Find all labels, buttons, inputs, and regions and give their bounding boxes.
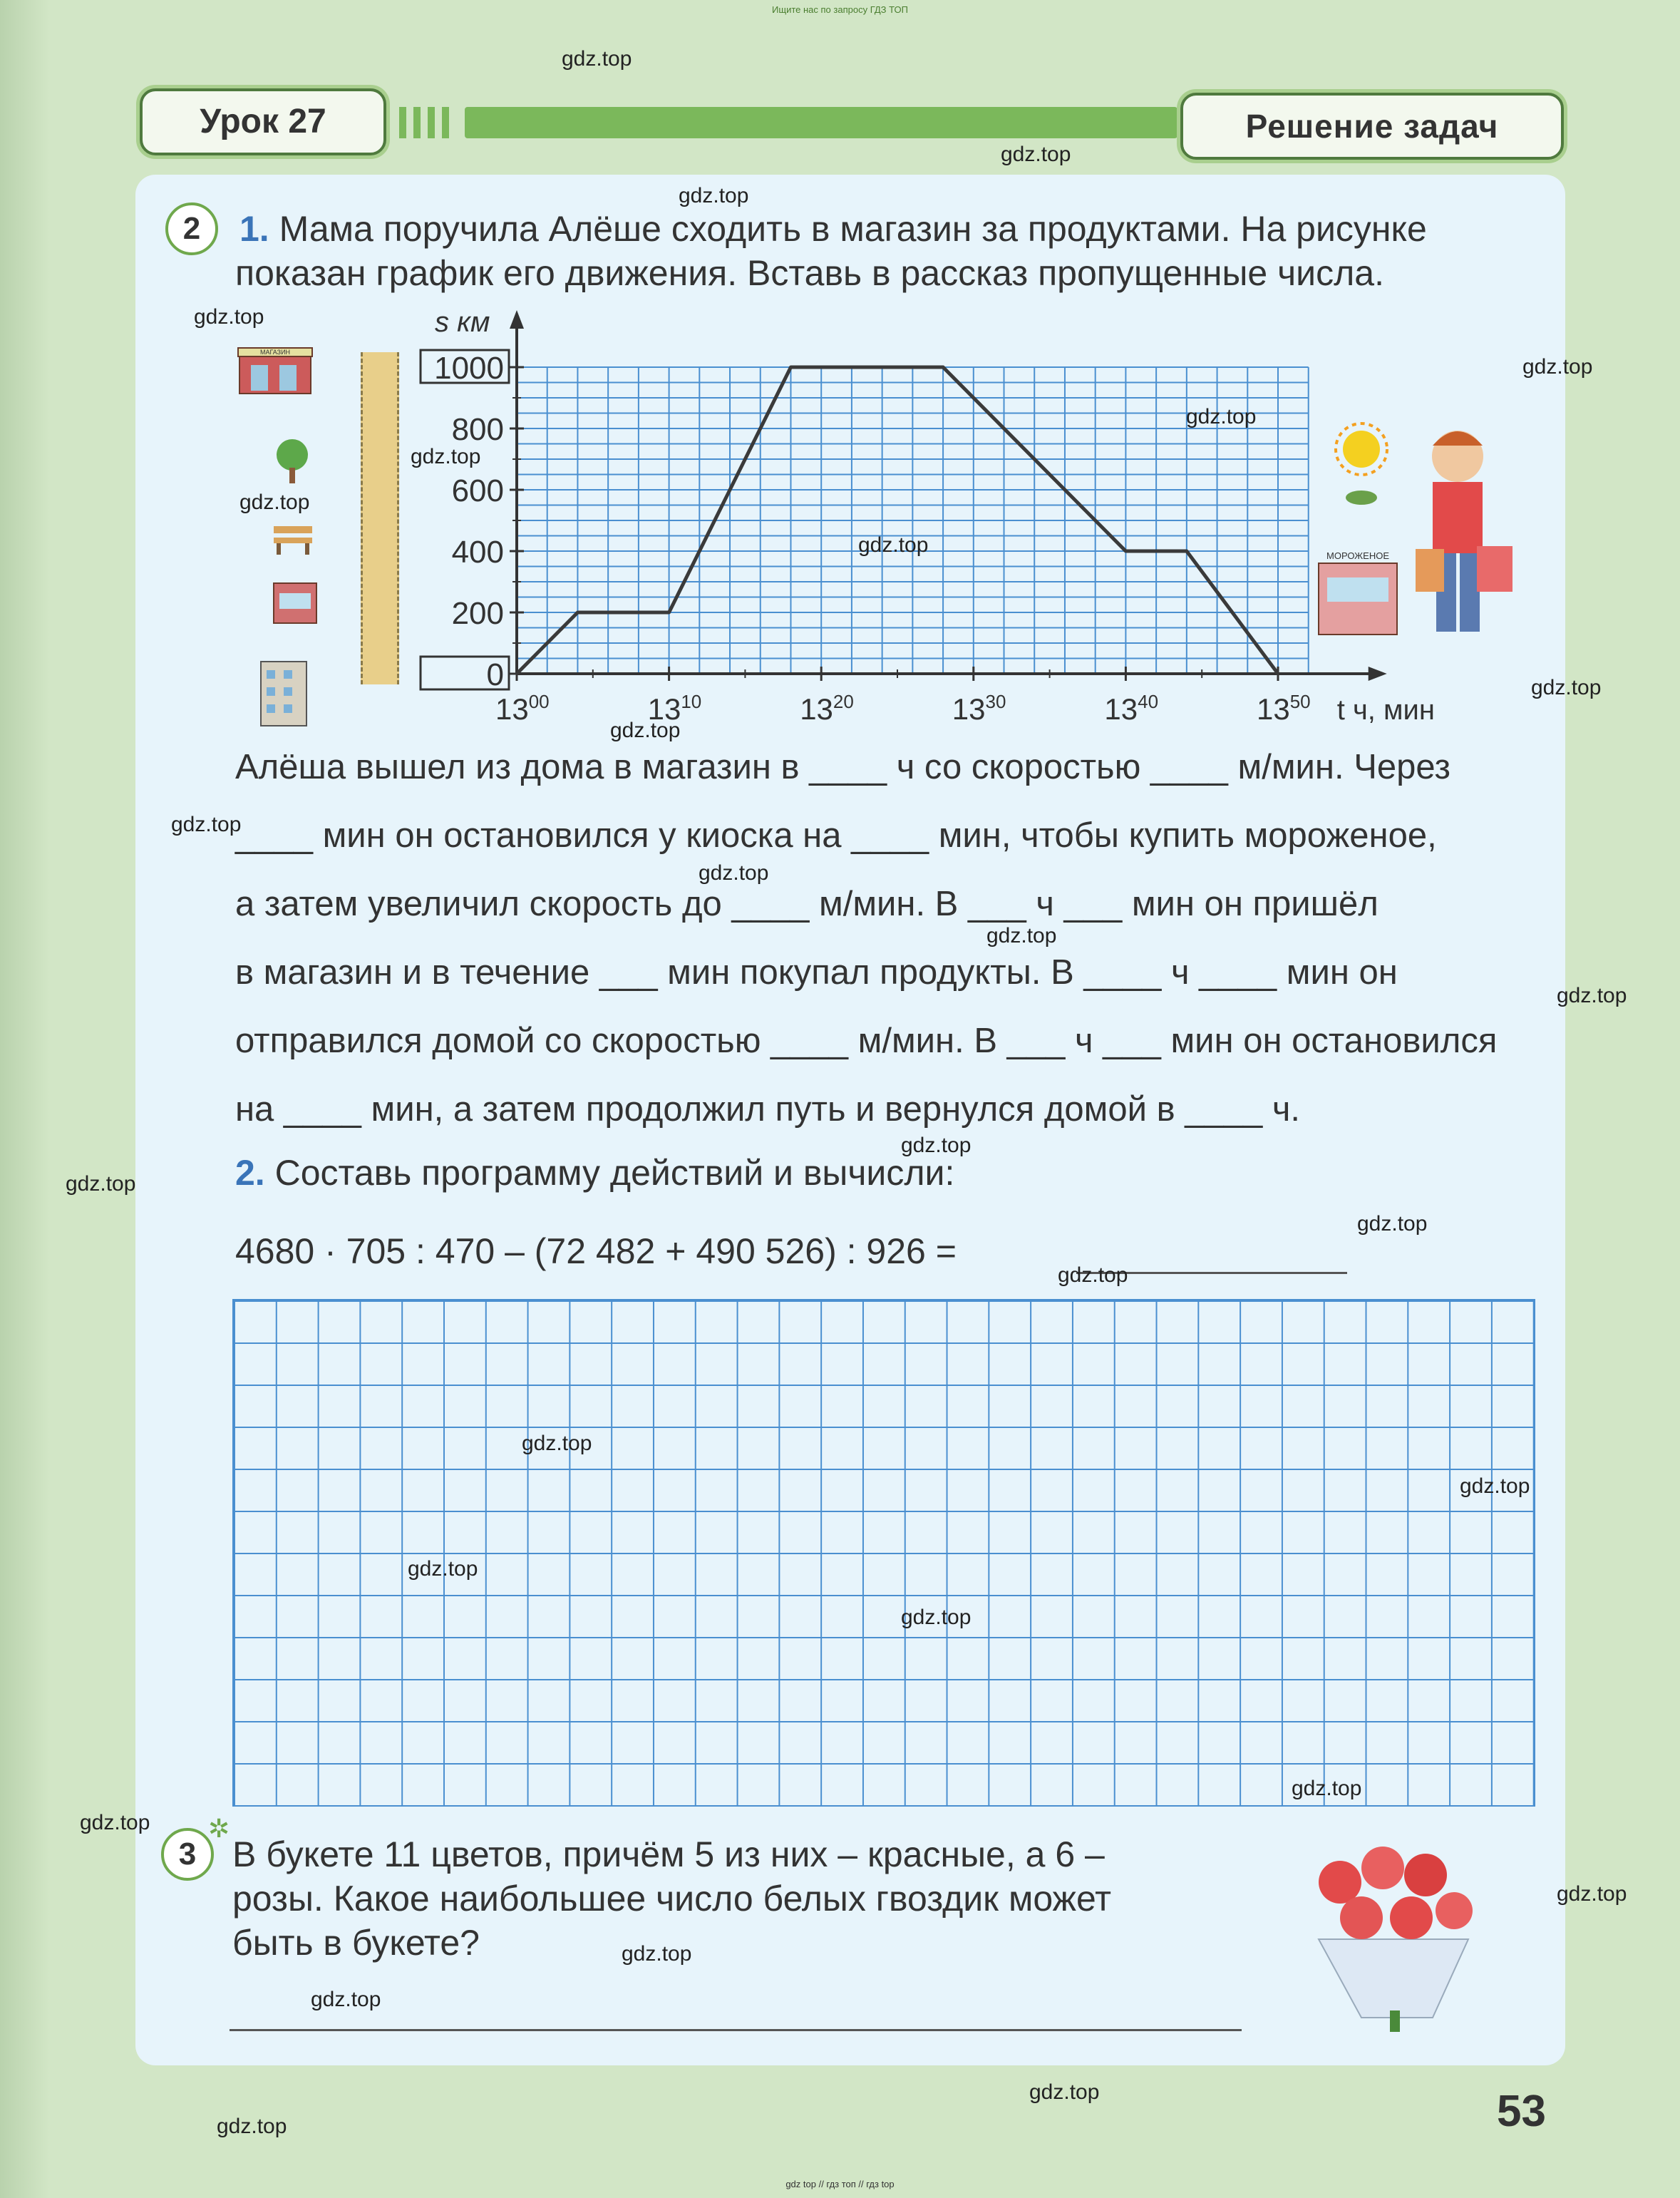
lesson-badge: Урок 27 (140, 88, 386, 155)
watermark: gdz.top (610, 719, 681, 742)
flower-icons (1319, 1847, 1473, 1939)
data-point (515, 672, 518, 675)
expression: 4680 · 705 : 470 – (72 482 + 490 526) : 926 = (235, 1231, 957, 1271)
task3-line1: В букете 11 цветов, причём 5 из них – красные, а 6 – (232, 1834, 1105, 1874)
header-bar (465, 107, 1177, 138)
watermark: gdz.top (1029, 2080, 1100, 2104)
watermark: gdz.top (411, 445, 481, 468)
y-tick-label: 600 (451, 473, 504, 508)
kiosk-sign: МОРОЖЕНОЕ (1326, 550, 1389, 561)
x-tick-label: $13^{40}$ (1104, 691, 1159, 726)
story-line-3: а затем увеличил скорость до ____ м/мин. В ___ ч ___ мин он пришёл (235, 885, 1378, 923)
data-point (789, 366, 792, 369)
kiosk-icon (274, 583, 316, 623)
top-note: Ищите нас по запросу ГДЗ ТОП (772, 4, 908, 15)
bouquet-illustration (1290, 1832, 1497, 2032)
bottom-note: gdz top // гдз топ // гдз top (785, 2179, 895, 2189)
watermark: gdz.top (66, 1172, 136, 1196)
story-line-4: в магазин и в течение ___ мин покупал продукты. В ____ ч ____ мин он (235, 953, 1398, 992)
y-axis-label: s км (435, 307, 490, 338)
x-tick-label: $13^{10}$ (647, 691, 702, 726)
watermark: gdz.top (1522, 355, 1593, 379)
watermark: gdz.top (522, 1432, 592, 1455)
x-axis-label: t ч, мин (1336, 694, 1435, 726)
watermark: gdz.top (901, 1606, 972, 1629)
header-stripe (399, 107, 406, 138)
y-tick-label: 1000 (434, 351, 504, 386)
book-spine (0, 0, 50, 2198)
data-point (1124, 550, 1127, 553)
watermark: gdz.top (194, 305, 264, 329)
kiosk-icon (1319, 550, 1397, 635)
watermark: gdz.top (901, 1134, 972, 1157)
watermark: gdz.top (986, 924, 1057, 947)
page-number: 53 (1497, 2087, 1546, 2136)
watermark: gdz.top (1357, 1212, 1428, 1236)
task3-answer-line[interactable] (230, 2029, 1242, 2031)
watermark: gdz.top (1460, 1474, 1530, 1498)
boy-figure (1416, 431, 1512, 632)
story-line-6: на ____ мин, а затем продолжил путь и вернулся домой в ____ ч. (235, 1090, 1300, 1129)
header-stripe (413, 107, 421, 138)
watermark: gdz.top (1557, 984, 1627, 1007)
watermark: gdz.top (1531, 676, 1602, 699)
y-tick-label: 0 (486, 657, 504, 692)
y-tick-label: 400 (451, 535, 504, 570)
x-tick-label: $13^{20}$ (800, 691, 854, 726)
sub1-text-1: Мама поручила Алёше сходить в магазин за продуктами. На рисунке (279, 209, 1427, 249)
x-tick-label: $13^{00}$ (495, 691, 550, 726)
story-line-5: отправился домой со скоростью ____ м/мин. В ___ ч ___ мин он остановился (235, 1022, 1498, 1060)
watermark: gdz.top (562, 47, 632, 71)
sub2-text: Составь программу действий и вычисли: (274, 1153, 955, 1193)
sub-number-1: 1. (239, 209, 269, 249)
work-grid[interactable] (232, 1299, 1535, 1807)
y-tick-label: 800 (451, 412, 504, 447)
y-axis-arrow (510, 310, 524, 329)
header-stripe (442, 107, 449, 138)
bench-icon (274, 526, 312, 555)
watermark: gdz.top (80, 1811, 150, 1834)
watermark: gdz.top (699, 861, 769, 885)
watermark: gdz.top (679, 184, 749, 207)
watermark: gdz.top (217, 2115, 287, 2138)
data-point (668, 611, 671, 614)
star-icon: ✲ (208, 1814, 230, 1843)
sub-number-2: 2. (235, 1153, 265, 1193)
boy-illustration (1311, 414, 1540, 649)
tree-icon (277, 439, 308, 483)
watermark: gdz.top (1058, 1263, 1128, 1287)
data-point (1185, 550, 1188, 553)
watermark: gdz.top (858, 533, 929, 557)
sun-icon (1336, 423, 1387, 475)
header-stripe (428, 107, 435, 138)
route-pictures (232, 348, 346, 733)
task-number-3: 3 (161, 1828, 214, 1881)
watermark: gdz.top (1292, 1777, 1362, 1800)
road-strip (361, 352, 399, 684)
watermark: gdz.top (311, 1988, 381, 2011)
topic-badge: Решение задач (1180, 93, 1564, 160)
shop-sign: МАГАЗИН (259, 349, 291, 356)
house-icon (261, 662, 306, 726)
x-tick-label: $13^{50}$ (1257, 691, 1311, 726)
x-tick-label: $13^{30}$ (952, 691, 1006, 726)
watermark: gdz.top (1001, 143, 1071, 166)
x-axis-arrow (1369, 667, 1387, 681)
story-line-1: Алёша вышел из дома в магазин в ____ ч со скоростью ____ м/мин. Через (235, 748, 1450, 786)
task2-sub1-line2: показан график его движения. Вставь в рассказ пропущенные числа. (235, 253, 1384, 293)
task3-line3: быть в букете? (232, 1923, 480, 1963)
task2-sub2 (235, 1151, 954, 1195)
watermark: gdz.top (622, 1942, 692, 1966)
y-tick-label: 200 (451, 596, 504, 631)
watermark: gdz.top (1557, 1882, 1627, 1906)
task2-sub1-line1 (239, 207, 1427, 251)
data-point (1277, 672, 1279, 675)
data-point (942, 366, 944, 369)
story-line-2: ____ мин он остановился у киоска на ____ мин, чтобы купить мороженое, (235, 816, 1437, 855)
data-point (576, 611, 579, 614)
bird-icon (1346, 491, 1377, 505)
movement-chart (406, 307, 1435, 734)
task-number-2: 2 (165, 202, 218, 255)
watermark: gdz.top (408, 1557, 478, 1581)
task3-line2: розы. Какое наибольшее число белых гвоздик может (232, 1879, 1112, 1919)
watermark: gdz.top (239, 491, 310, 514)
watermark: gdz.top (1186, 405, 1257, 428)
watermark: gdz.top (171, 813, 242, 836)
shop-icon (238, 348, 312, 394)
